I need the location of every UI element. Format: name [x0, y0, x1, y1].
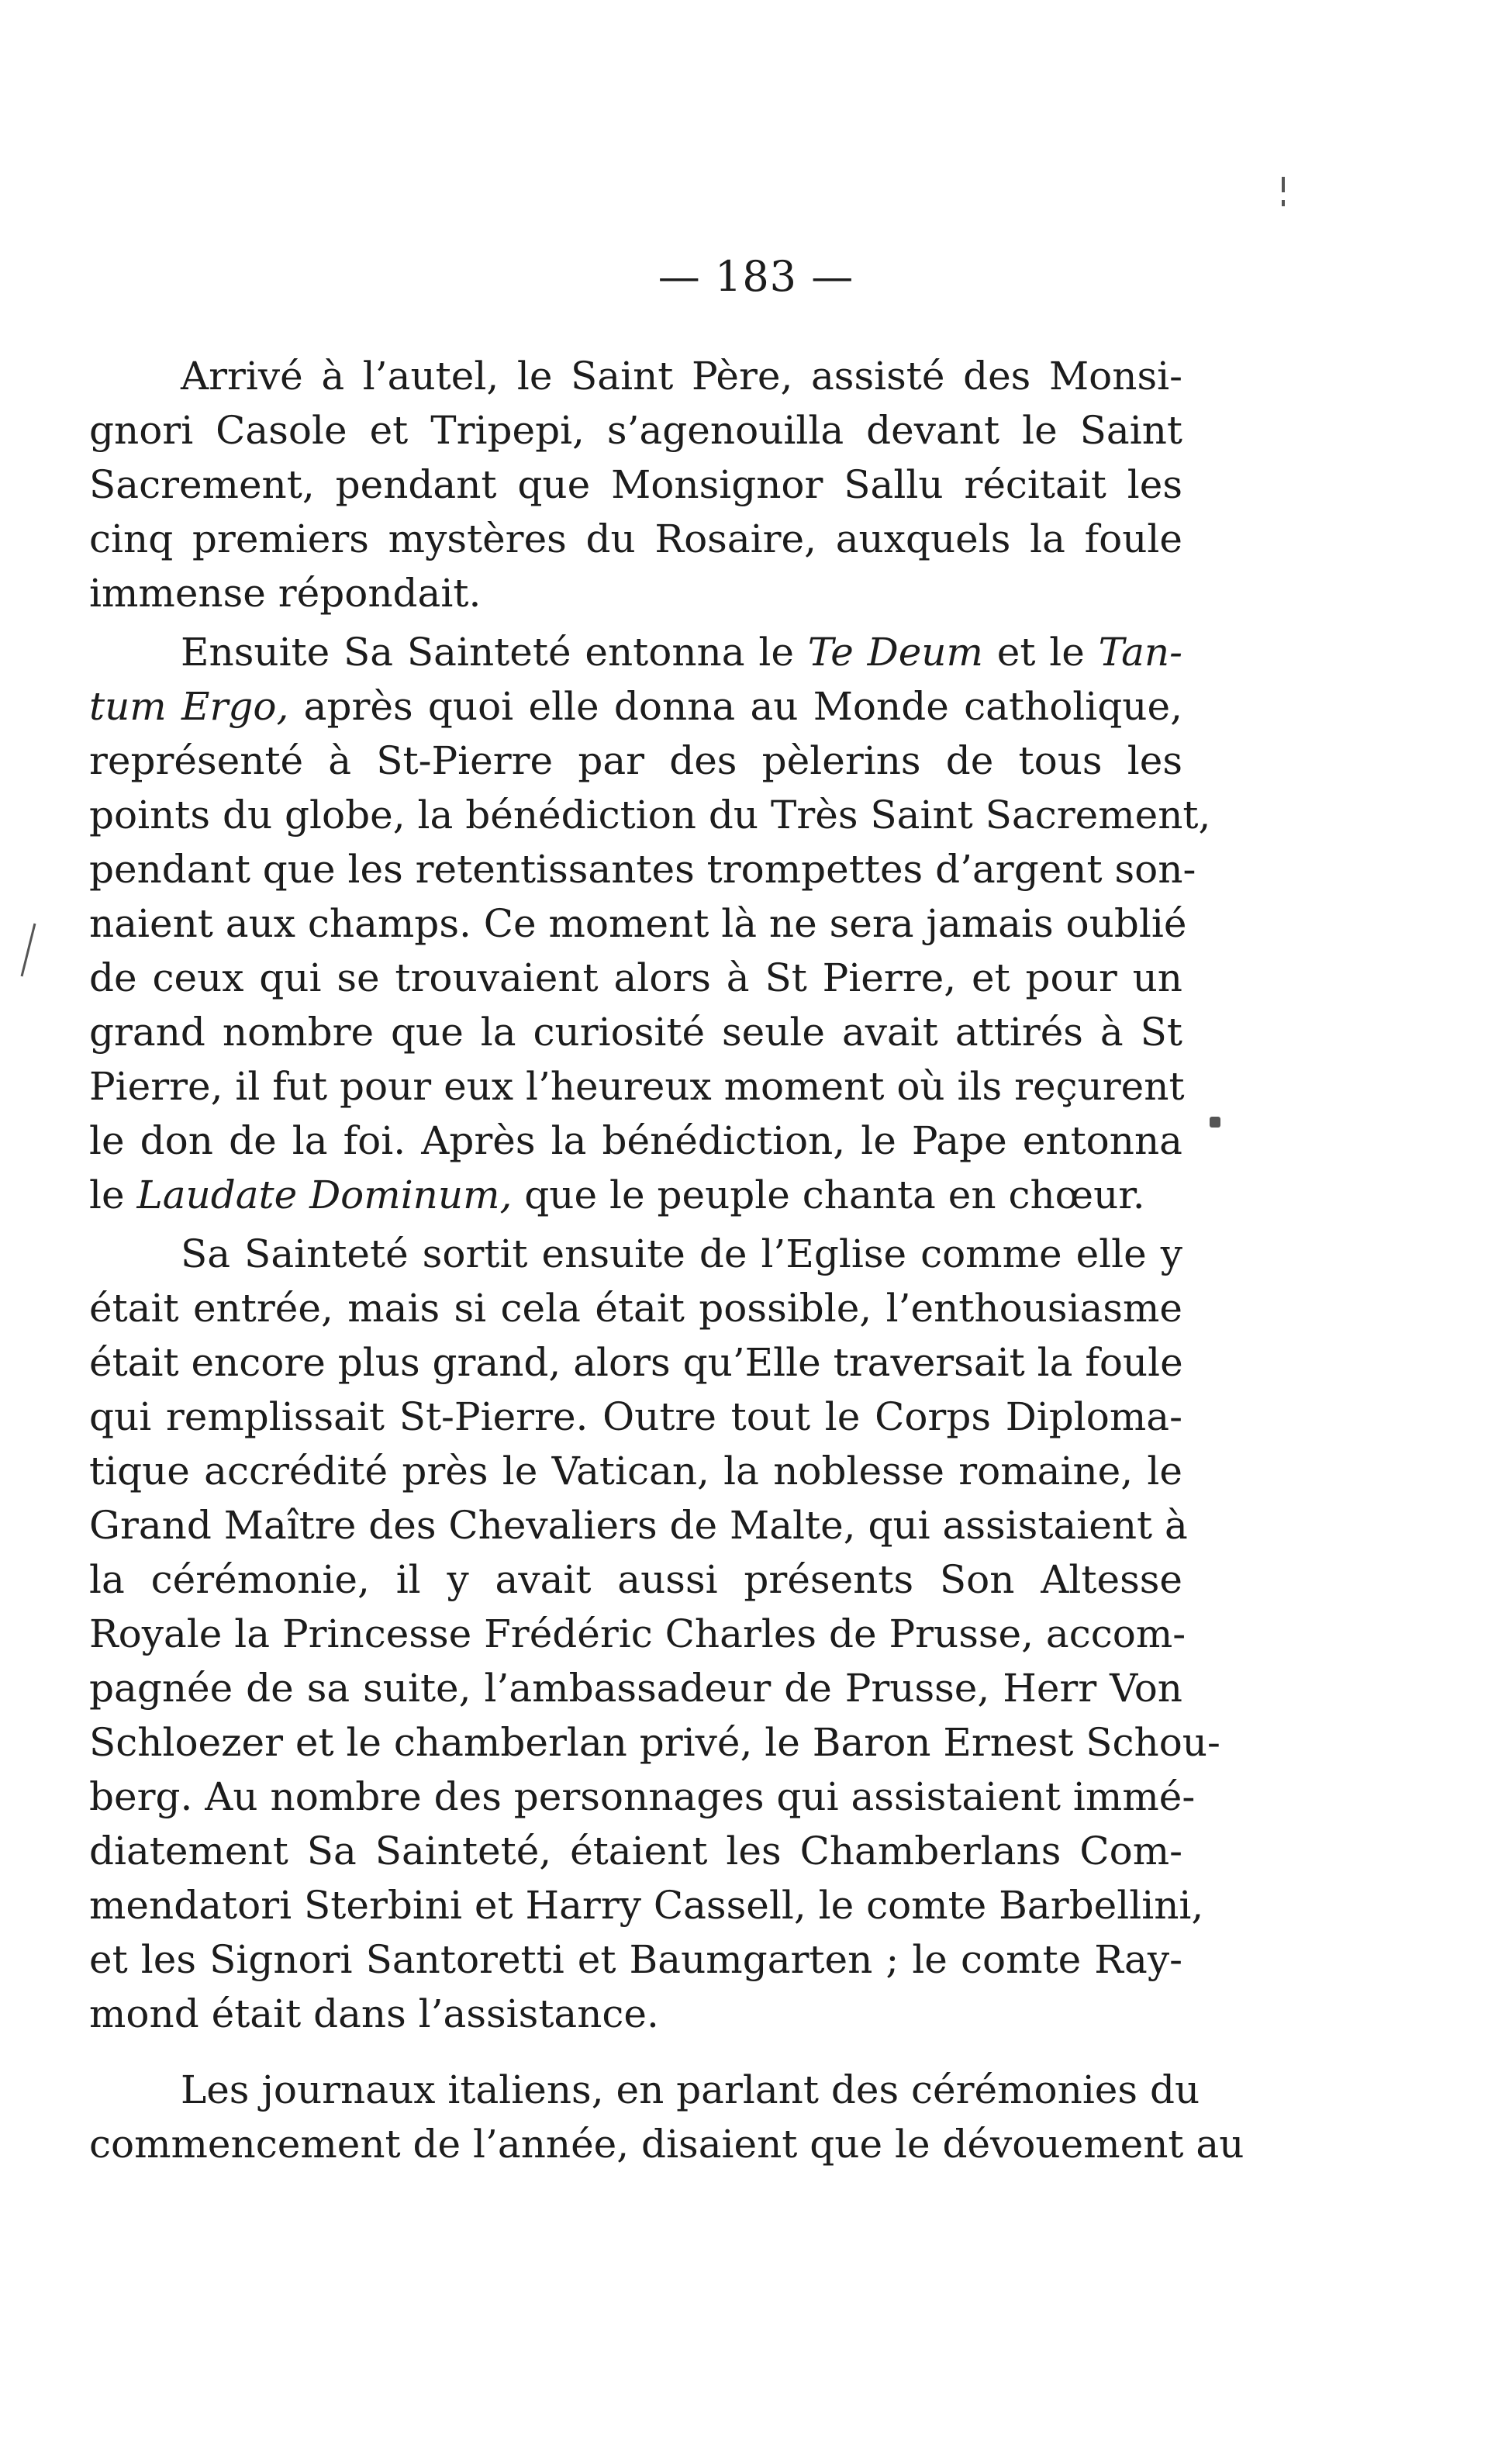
text-line: était entrée, mais si cela était possible, l’enthousiasme	[89, 1286, 1182, 1331]
text-line: représenté à St-Pierre par des pèlerins de tous les	[89, 738, 1182, 783]
text-line: et les Signori Santoretti et Baumgarten ; le comte Ray-	[89, 1937, 1182, 1982]
margin-mark	[21, 924, 36, 977]
text-run: et le	[982, 630, 1099, 675]
italic-run: Laudate Dominum,	[136, 1172, 513, 1217]
text-line: points du globe, la bénédiction du Très Saint Sacrement,	[89, 793, 1211, 837]
text-line: commencement de l’année, disaient que le dévouement au	[89, 2122, 1244, 2167]
text-line: Pierre, il fut pour eux l’heureux moment où ils reçurent	[89, 1064, 1185, 1109]
text-line: immense répondait.	[89, 571, 482, 616]
text-line: mond était dans l’assistance.	[89, 1991, 659, 2036]
page-number: — 183 —	[658, 252, 854, 301]
text-line: Sa Sainteté sortit ensuite de l’Eglise comme elle y	[181, 1231, 1182, 1276]
italic-run: Te Deum	[807, 630, 983, 675]
text-line: grand nombre que la curiosité seule avait attirés à St	[89, 1010, 1182, 1055]
text-line: le don de la foi. Après la bénédiction, le Pape entonna	[89, 1118, 1182, 1163]
italic-run: Tan-	[1098, 630, 1183, 675]
text-line: de ceux qui se trouvaient alors à St Pierre, et pour un	[89, 955, 1182, 1000]
text-line: berg. Au nombre des personnages qui assistaient immé-	[89, 1774, 1196, 1819]
text-line: Grand Maître des Chevaliers de Malte, qui assistaient à	[89, 1503, 1188, 1548]
text-line: Arrivé à l’autel, le Saint Père, assisté des Monsi-	[181, 354, 1182, 399]
margin-mark	[1282, 177, 1285, 192]
text-line: Royale la Princesse Frédéric Charles de Prusse, accom-	[89, 1611, 1186, 1656]
text-line: mendatori Sterbini et Harry Cassell, le comte Barbellini,	[89, 1883, 1204, 1928]
text-line: diatement Sa Sainteté, étaient les Chamberlans Com-	[89, 1829, 1182, 1874]
text-line: pagnée de sa suite, l’ambassadeur de Prusse, Herr Von	[89, 1666, 1182, 1711]
text-run: le	[89, 1172, 137, 1217]
paragraph	[89, 625, 1211, 1222]
text-line: cinq premiers mystères du Rosaire, auxquels la foule	[89, 516, 1182, 561]
margin-mark	[1282, 200, 1285, 206]
text-line: naient aux champs. Ce moment là ne sera jamais oublié	[89, 901, 1187, 946]
text-run: Ensuite Sa Sainteté entonna le	[181, 630, 808, 675]
body-text	[89, 349, 1244, 2171]
text-line	[89, 625, 1182, 679]
text-line	[89, 1168, 1182, 1222]
text-run: après quoi elle donna au Monde catholique,	[288, 684, 1182, 729]
italic-run: tum Ergo,	[89, 684, 289, 729]
text-line: Sacrement, pendant que Monsignor Sallu récitait les	[89, 462, 1182, 507]
text-line: Les journaux italiens, en parlant des cérémonies du	[181, 2067, 1200, 2112]
paragraph	[89, 1227, 1220, 2041]
margin-mark	[1210, 1117, 1220, 1128]
paragraph	[89, 2063, 1244, 2171]
text-line: pendant que les retentissantes trompettes d’argent son-	[89, 847, 1196, 892]
text-line: était encore plus grand, alors qu’Elle traversait la foule	[89, 1340, 1183, 1385]
text-line: gnori Casole et Tripepi, s’agenouilla devant le Saint	[89, 408, 1182, 453]
text-line	[89, 679, 1182, 734]
text-line: la cérémonie, il y avait aussi présents Son Altesse	[89, 1557, 1182, 1602]
text-line: qui remplissait St-Pierre. Outre tout le Corps Diploma-	[89, 1394, 1182, 1439]
text-line: Schloezer et le chamberlan privé, le Baron Ernest Schou-	[89, 1720, 1220, 1765]
text-line: tique accrédité près le Vatican, la noblesse romaine, le	[89, 1449, 1182, 1494]
paragraph	[89, 349, 1182, 620]
text-run: que le peuple chanta en chœur.	[512, 1172, 1145, 1217]
